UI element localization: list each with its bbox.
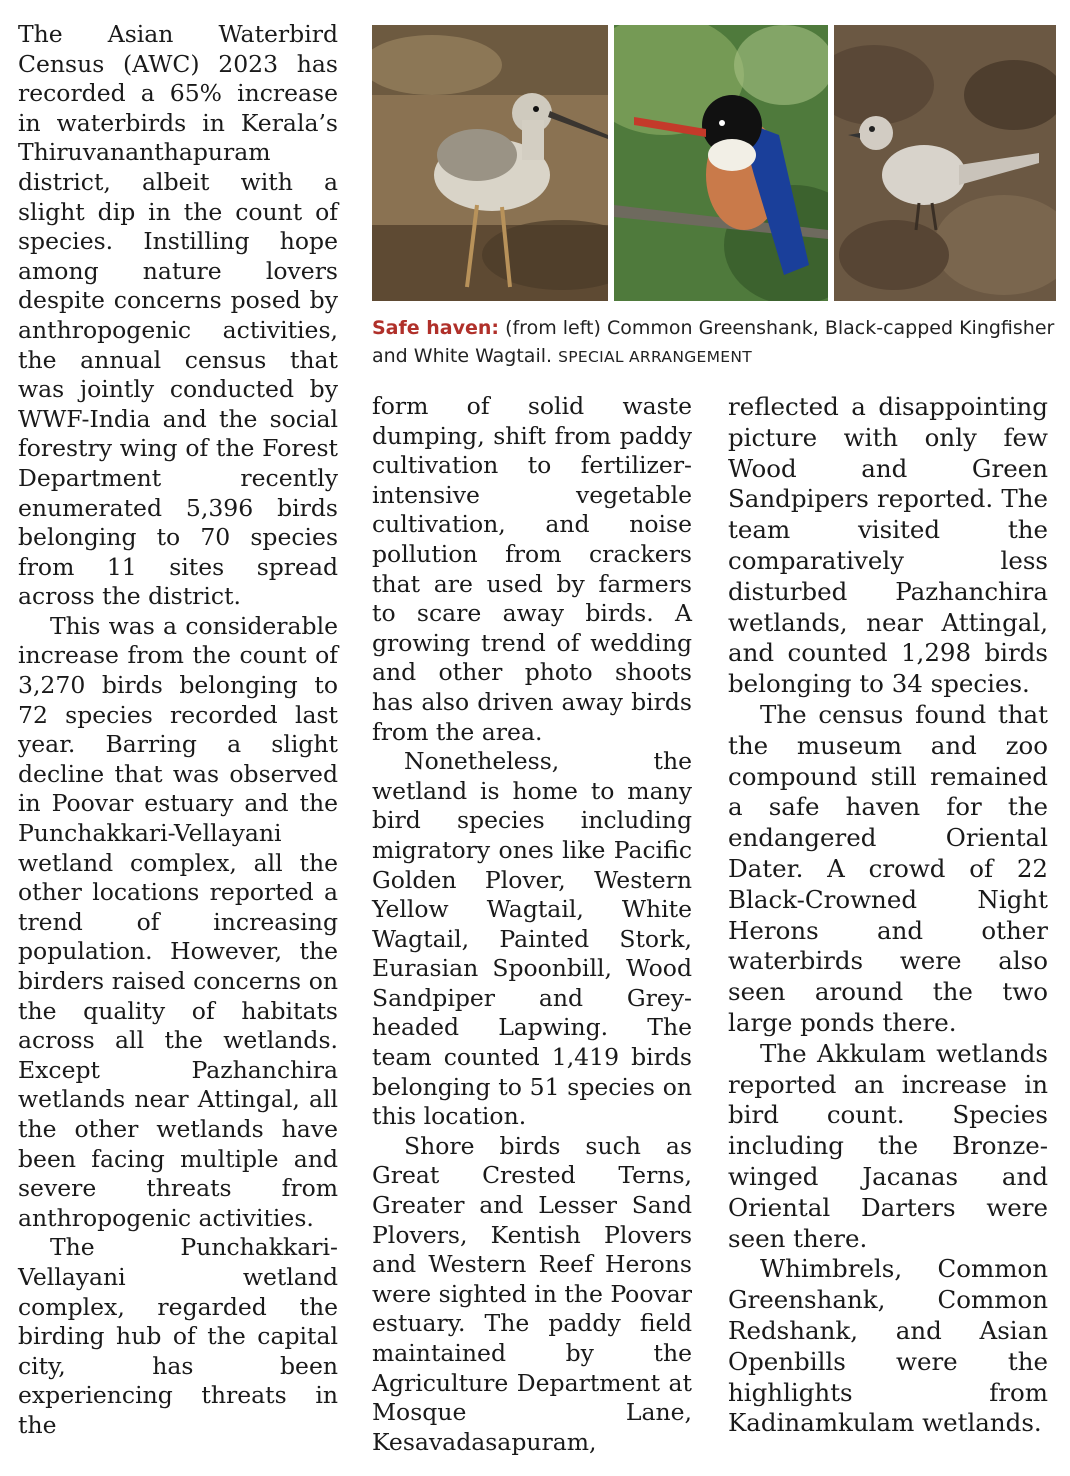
- white-wagtail-photo: [834, 25, 1056, 301]
- paragraph: reflected a disappointing picture with only few Wood and Green Sandpipers reported. The team visited the comparatively less disturbed Pazhanchira wetlands, near Attingal, and counted 1,298 birds belonging to 34 species.: [728, 392, 1048, 699]
- black-capped-kingfisher-photo: [614, 25, 828, 301]
- paragraph: Shore birds such as Great Crested Terns, Greater and Lesser Sand Plovers, Kentish Plovers and Western Reef Herons were sighted in the Poovar estuary. The paddy field maintained by the Agriculture Department at Mosque Lane, Kesavadasapuram,: [372, 1131, 693, 1456]
- caption-lead: Safe haven:: [372, 317, 500, 339]
- article-column-1: [18, 20, 338, 1441]
- paragraph: The Asian Waterbird Census (AWC) 2023 has recorded a 65% increase in waterbirds in Kerala’s Thiruvananthapuram district, albeit with a slight dip in the count of species. Instilling hope among nature lovers despite concerns posed by anthropogenic activities, the annual census that was jointly conducted by WWF-India and the social forestry wing of the Forest Department recently enumerated 5,396 birds belonging to 70 species from 11 sites spread across the district.: [18, 20, 338, 611]
- paragraph: Whimbrels, Common Greenshank, Common Redshank, and Asian Openbills were the highlights from Kadinamkulam wetlands.: [728, 1254, 1048, 1438]
- photo-caption: [372, 314, 1056, 371]
- article-column-3: [728, 392, 1048, 1439]
- photo-credit: SPECIAL ARRANGEMENT: [558, 348, 753, 366]
- photo-strip: [372, 25, 1056, 301]
- caption-text: (from left) Common Greenshank, Black-capped Kingfisher and White Wagtail.: [372, 317, 1055, 367]
- paragraph: The Punchakkari-Vellayani wetland complex, regarded the birding hub of the capital city, has been experiencing threats in the: [18, 1233, 338, 1439]
- article-column-2: [372, 392, 692, 1457]
- paragraph: The census found that the museum and zoo compound still remained a safe haven for the endangered Oriental Dater. A crowd of 22 Black-Crowned Night Herons and other waterbirds were also seen around the two large ponds there.: [728, 699, 1048, 1037]
- paragraph: form of solid waste dumping, shift from paddy cultivation to fertilizer-intensive vegetable cultivation, and noise pollution from crackers that are used by farmers to scare away birds. A growing trend of wedding and other photo shoots has also driven away birds from the area.: [372, 392, 692, 746]
- paragraph: Nonetheless, the wetland is home to many bird species including migratory ones like Pacific Golden Plover, Western Yellow Wagtail, White Wagtail, Painted Stork, Eurasian Spoonbill, Wood Sandpiper and Grey-headed Lapwing. The team counted 1,419 birds belonging to 51 species on this location.: [372, 747, 692, 1131]
- paragraph: The Akkulam wetlands reported an increase in bird count. Species including the Bronze-winged Jacanas and Oriental Darters were seen there.: [728, 1038, 1048, 1253]
- common-greenshank-photo: [372, 25, 608, 301]
- paragraph: This was a considerable increase from the count of 3,270 birds belonging to 72 species recorded last year. Barring a slight decline that was observed in Poovar estuary and the Punchakkari-Vellayani wetland complex, all the other locations reported a trend of increasing population. However, the birders raised concerns on the quality of habitats across all the wetlands. Except Pazhanchira wetlands near Attingal, all the other wetlands have been facing multiple and severe threats from anthropogenic activities.: [18, 611, 338, 1232]
